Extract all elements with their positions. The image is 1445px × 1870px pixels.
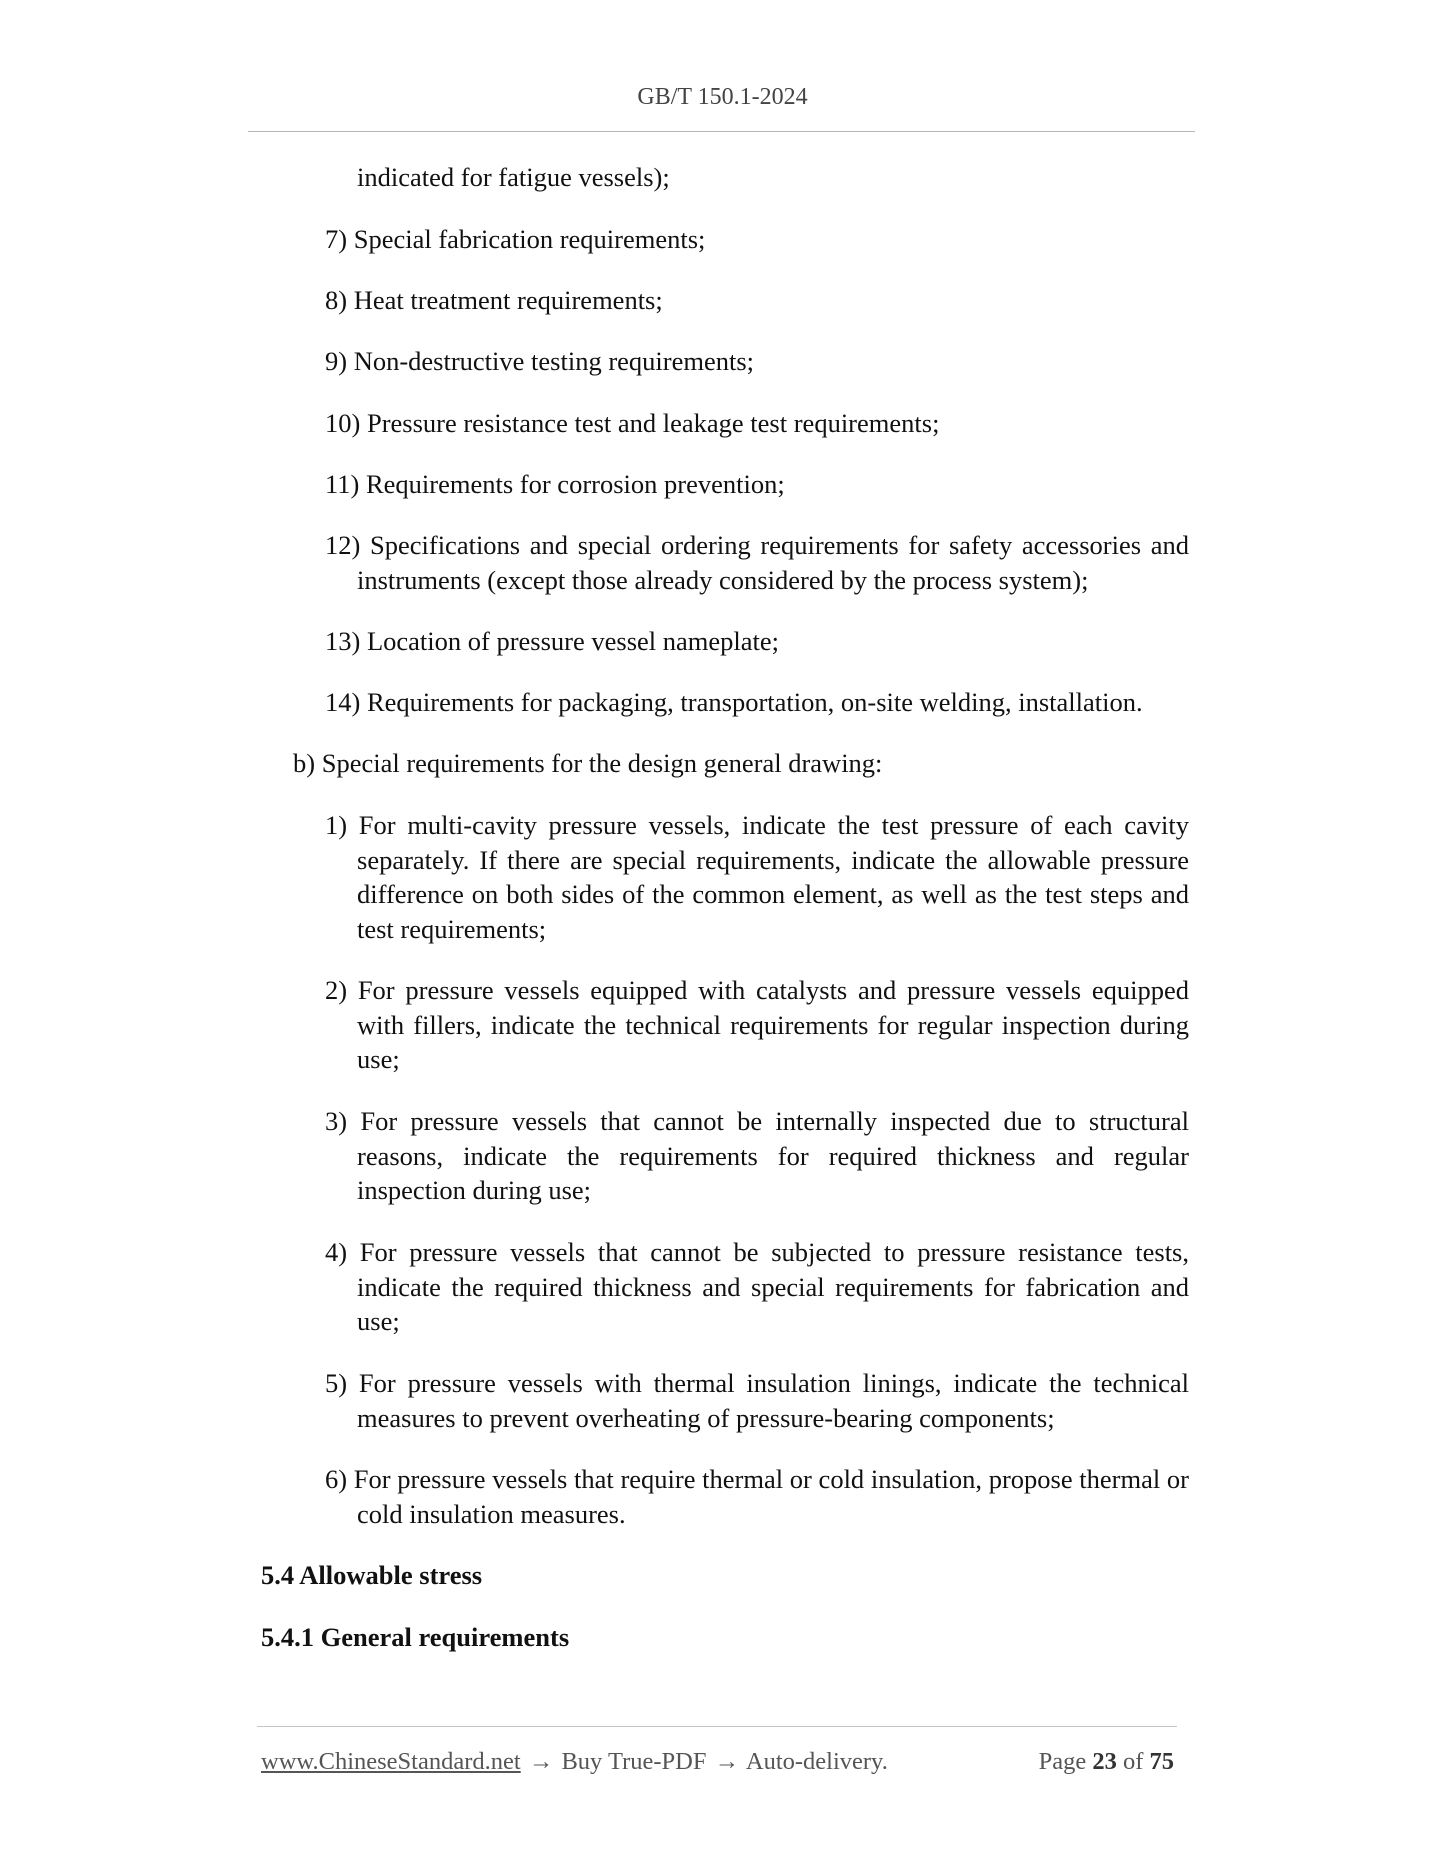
arrow-right-icon: → [714, 1748, 740, 1775]
auto-delivery-text: Auto-delivery. [745, 1748, 888, 1775]
sub-item-3 [325, 1104, 1189, 1208]
section-heading-5-4-1: 5.4.1 General requirements [261, 1622, 570, 1652]
list-item-b: b) Special requirements for the design general drawing: [293, 748, 883, 778]
section-heading-5-4: 5.4 Allowable stress [261, 1560, 483, 1590]
buy-pdf-text: Buy True-PDF [561, 1748, 707, 1775]
page-number: 23 [1092, 1748, 1117, 1775]
sub-item-2-line-2: with fillers, indicate the technical requirements for regular inspection during [357, 1009, 1189, 1040]
list-item-13: 13) Location of pressure vessel nameplate; [325, 626, 780, 656]
sub-item-4-line-2: indicate the required thickness and special requirements for fabrication and [357, 1271, 1189, 1302]
sub-item-5-line-1: 5) For pressure vessels with thermal insulation linings, indicate the technical [325, 1368, 1189, 1398]
sub-item-6 [325, 1462, 1189, 1531]
sub-item-1 [325, 808, 1189, 946]
of-label: of [1122, 1748, 1144, 1775]
sub-item-3-line-3: inspection during use; [357, 1175, 592, 1205]
continuation-line: indicated for fatigue vessels); [357, 162, 670, 192]
list-item-9: 9) Non-destructive testing requirements; [325, 346, 755, 376]
sub-item-6-line-1: 6) For pressure vessels that require thermal or cold insulation, propose thermal or [325, 1464, 1189, 1494]
sub-item-1-line-2: separately. If there are special requirements, indicate the allowable pressure [357, 844, 1189, 875]
page-indicator [1039, 1748, 1174, 1776]
list-item-12-line-2: instruments (except those already considered by the process system); [357, 564, 1089, 595]
list-item-10: 10) Pressure resistance test and leakage test requirements; [325, 408, 940, 438]
sub-item-2 [325, 973, 1189, 1077]
header-divider [248, 131, 1195, 132]
list-item-12 [325, 528, 1189, 597]
sub-item-4-line-3: use; [357, 1306, 400, 1336]
sub-item-3-line-1: 3) For pressure vessels that cannot be internally inspected due to structural [325, 1106, 1189, 1136]
sub-item-2-line-3: use; [357, 1044, 400, 1074]
page-total: 75 [1149, 1748, 1174, 1775]
sub-item-2-line-1: 2) For pressure vessels equipped with catalysts and pressure vessels equipped [325, 975, 1189, 1005]
list-item-14: 14) Requirements for packaging, transportation, on-site welding, installation. [325, 687, 1143, 717]
sub-item-1-line-3: difference on both sides of the common element, as well as the test steps and [357, 879, 1189, 909]
sub-item-4-line-1: 4) For pressure vessels that cannot be subjected to pressure resistance tests, [325, 1237, 1189, 1267]
sub-item-4 [325, 1235, 1189, 1339]
arrow-right-icon: → [528, 1748, 554, 1775]
sub-item-6-line-2: cold insulation measures. [357, 1498, 626, 1529]
list-item-12-line-1: 12) Specifications and special ordering requirements for safety accessories and [325, 530, 1189, 560]
footer-divider [257, 1726, 1177, 1727]
sub-item-3-line-2: reasons, indicate the requirements for required thickness and regular [357, 1140, 1189, 1171]
website-link[interactable]: www.ChineseStandard.net [261, 1748, 521, 1775]
footer-links [261, 1748, 888, 1776]
sub-item-5-line-2: measures to prevent overheating of pressure-bearing components; [357, 1402, 1055, 1433]
page-label: Page [1038, 1748, 1087, 1775]
sub-item-1-line-4: test requirements; [357, 913, 547, 944]
sub-item-1-line-1: 1) For multi-cavity pressure vessels, indicate the test pressure of each cavity [325, 810, 1189, 840]
document-code: GB/T 150.1-2024 [637, 84, 808, 110]
list-item-11: 11) Requirements for corrosion prevention; [325, 469, 785, 499]
list-item-7: 7) Special fabrication requirements; [325, 224, 706, 254]
list-item-8: 8) Heat treatment requirements; [325, 285, 663, 315]
sub-item-5 [325, 1366, 1189, 1435]
